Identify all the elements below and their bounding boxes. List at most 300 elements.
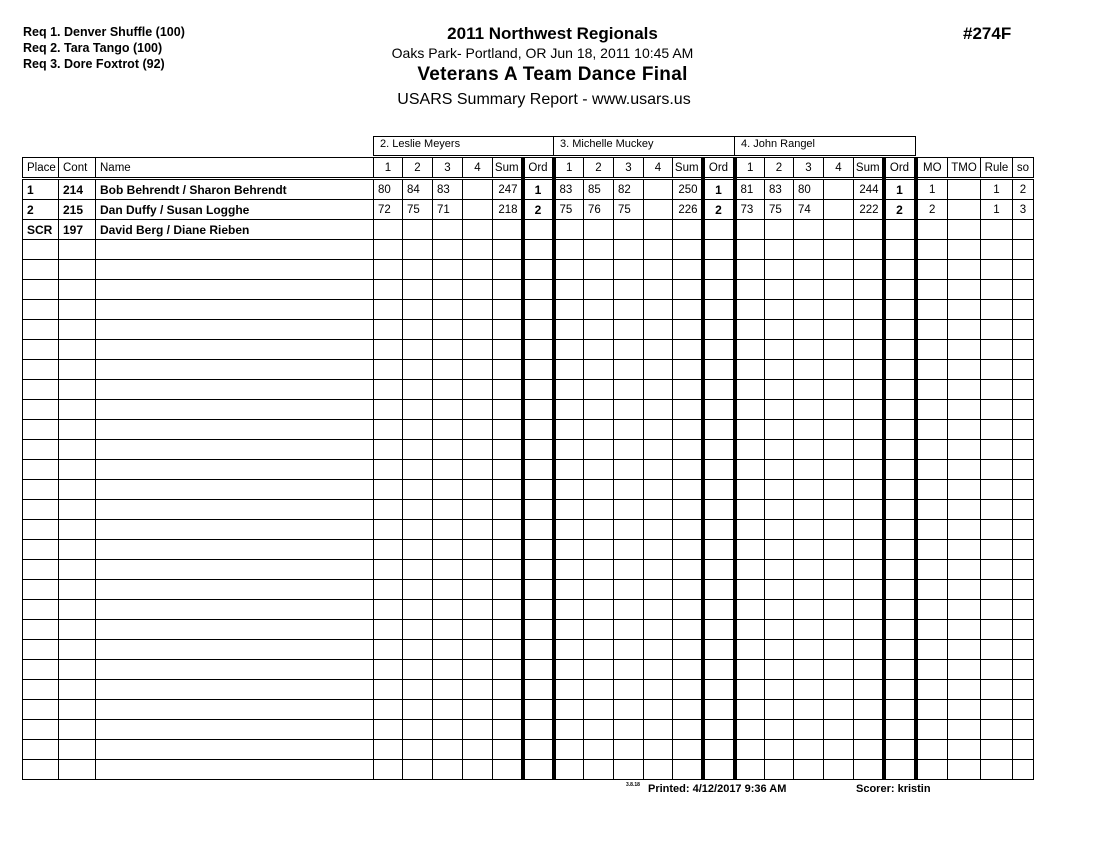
empty-cell: [735, 680, 765, 700]
empty-cell: [59, 740, 96, 760]
empty-cell: [493, 360, 523, 380]
empty-table-row: [23, 340, 1034, 360]
empty-cell: [765, 660, 794, 680]
empty-cell: [96, 540, 374, 560]
sum-cell: [854, 220, 884, 240]
empty-cell: [23, 560, 59, 580]
empty-cell: [493, 500, 523, 520]
empty-cell: [981, 440, 1013, 460]
empty-cell: [735, 380, 765, 400]
empty-cell: [433, 460, 463, 480]
empty-cell: [824, 300, 854, 320]
score-cell: 75: [403, 200, 433, 220]
col-j2-ord: Ord: [523, 158, 554, 179]
empty-cell: [948, 360, 981, 380]
empty-cell: [403, 400, 433, 420]
empty-cell: [703, 540, 735, 560]
empty-cell: [374, 660, 403, 680]
empty-cell: [493, 720, 523, 740]
empty-cell: [916, 440, 948, 460]
empty-cell: [794, 600, 824, 620]
empty-cell: [644, 680, 673, 700]
empty-cell: [584, 520, 614, 540]
empty-table-row: [23, 260, 1034, 280]
empty-cell: [463, 640, 493, 660]
empty-cell: [523, 540, 554, 560]
empty-table-row: [23, 380, 1034, 400]
ord-cell: 1: [523, 179, 554, 200]
empty-cell: [614, 600, 644, 620]
empty-cell: [735, 560, 765, 580]
empty-cell: [463, 540, 493, 560]
empty-cell: [23, 360, 59, 380]
empty-cell: [794, 640, 824, 660]
empty-cell: [493, 520, 523, 540]
empty-cell: [824, 380, 854, 400]
empty-cell: [916, 300, 948, 320]
empty-cell: [765, 740, 794, 760]
score-cell: 75: [765, 200, 794, 220]
empty-cell: [23, 620, 59, 640]
empty-cell: [523, 260, 554, 280]
rule-cell: 1: [981, 200, 1013, 220]
empty-cell: [584, 340, 614, 360]
empty-cell: [96, 480, 374, 500]
col-name: Name: [96, 158, 374, 179]
empty-cell: [523, 700, 554, 720]
sum-cell: 247: [493, 179, 523, 200]
empty-cell: [916, 540, 948, 560]
location-date: Oaks Park- Portland, OR Jun 18, 2011 10:45 AM: [391, 45, 694, 61]
empty-cell: [794, 740, 824, 760]
empty-cell: [23, 340, 59, 360]
empty-cell: [374, 260, 403, 280]
empty-cell: [493, 440, 523, 460]
empty-cell: [403, 680, 433, 700]
name-cell: Bob Behrendt / Sharon Behrendt: [96, 179, 374, 200]
empty-cell: [703, 420, 735, 440]
event-title: Veterans A Team Dance Final: [417, 64, 688, 85]
empty-cell: [374, 400, 403, 420]
empty-cell: [523, 300, 554, 320]
empty-cell: [59, 540, 96, 560]
empty-cell: [96, 340, 374, 360]
empty-cell: [884, 320, 916, 340]
empty-cell: [1013, 660, 1034, 680]
empty-cell: [644, 320, 673, 340]
empty-cell: [854, 440, 884, 460]
empty-cell: [703, 480, 735, 500]
score-cell: 75: [614, 200, 644, 220]
empty-cell: [433, 280, 463, 300]
empty-cell: [794, 440, 824, 460]
empty-cell: [644, 620, 673, 640]
empty-cell: [916, 680, 948, 700]
empty-cell: [96, 440, 374, 460]
empty-cell: [916, 260, 948, 280]
empty-cell: [765, 320, 794, 340]
empty-cell: [854, 520, 884, 540]
empty-cell: [948, 580, 981, 600]
empty-cell: [981, 460, 1013, 480]
col-j4-1: 1: [735, 158, 765, 179]
empty-cell: [981, 320, 1013, 340]
empty-cell: [1013, 380, 1034, 400]
empty-cell: [584, 720, 614, 740]
empty-cell: [916, 360, 948, 380]
empty-cell: [644, 700, 673, 720]
col-j3-3: 3: [614, 158, 644, 179]
empty-table-row: [23, 600, 1034, 620]
empty-cell: [644, 280, 673, 300]
empty-cell: [765, 440, 794, 460]
empty-cell: [614, 680, 644, 700]
empty-cell: [493, 620, 523, 640]
empty-cell: [884, 380, 916, 400]
empty-cell: [673, 700, 703, 720]
empty-cell: [884, 240, 916, 260]
empty-cell: [884, 760, 916, 780]
empty-cell: [463, 440, 493, 460]
empty-cell: [981, 680, 1013, 700]
empty-cell: [493, 480, 523, 500]
empty-cell: [884, 440, 916, 460]
empty-cell: [884, 620, 916, 640]
empty-cell: [981, 760, 1013, 780]
empty-cell: [523, 380, 554, 400]
empty-cell: [96, 360, 374, 380]
empty-cell: [614, 500, 644, 520]
empty-cell: [824, 760, 854, 780]
empty-cell: [854, 500, 884, 520]
empty-cell: [463, 480, 493, 500]
empty-cell: [673, 360, 703, 380]
score-cell: 85: [584, 179, 614, 200]
empty-cell: [554, 400, 584, 420]
empty-cell: [673, 260, 703, 280]
empty-cell: [584, 300, 614, 320]
empty-cell: [1013, 500, 1034, 520]
empty-cell: [59, 460, 96, 480]
empty-cell: [644, 260, 673, 280]
empty-cell: [794, 720, 824, 740]
empty-cell: [403, 640, 433, 660]
empty-table-row: [23, 720, 1034, 740]
empty-cell: [948, 460, 981, 480]
empty-cell: [948, 420, 981, 440]
judge-header-3: 3. Michelle Muckey: [553, 136, 735, 156]
empty-cell: [59, 500, 96, 520]
empty-cell: [854, 660, 884, 680]
empty-cell: [765, 260, 794, 280]
score-cell: 76: [584, 200, 614, 220]
col-j2-2: 2: [403, 158, 433, 179]
empty-cell: [735, 760, 765, 780]
results-table: [22, 157, 1034, 780]
empty-cell: [614, 740, 644, 760]
empty-cell: [981, 400, 1013, 420]
empty-cell: [735, 740, 765, 760]
empty-cell: [765, 300, 794, 320]
empty-cell: [433, 380, 463, 400]
empty-cell: [614, 760, 644, 780]
empty-cell: [981, 420, 1013, 440]
empty-cell: [854, 600, 884, 620]
empty-cell: [824, 620, 854, 640]
sum-cell: 244: [854, 179, 884, 200]
empty-cell: [403, 320, 433, 340]
empty-cell: [673, 720, 703, 740]
empty-cell: [703, 760, 735, 780]
empty-table-row: [23, 280, 1034, 300]
empty-table-row: [23, 620, 1034, 640]
empty-cell: [794, 360, 824, 380]
empty-cell: [59, 680, 96, 700]
empty-table-row: [23, 540, 1034, 560]
empty-cell: [916, 280, 948, 300]
empty-cell: [523, 460, 554, 480]
score-cell: [374, 220, 403, 240]
score-cell: [614, 220, 644, 240]
empty-cell: [96, 400, 374, 420]
empty-cell: [884, 680, 916, 700]
empty-cell: [59, 380, 96, 400]
empty-cell: [96, 240, 374, 260]
empty-cell: [523, 640, 554, 660]
so-cell: 3: [1013, 200, 1034, 220]
empty-cell: [884, 600, 916, 620]
empty-cell: [824, 460, 854, 480]
empty-cell: [765, 680, 794, 700]
empty-cell: [374, 740, 403, 760]
table-row: [23, 200, 1034, 220]
empty-cell: [794, 580, 824, 600]
empty-cell: [463, 380, 493, 400]
empty-cell: [884, 740, 916, 760]
empty-cell: [23, 680, 59, 700]
empty-cell: [703, 660, 735, 680]
col-j2-3: 3: [433, 158, 463, 179]
empty-cell: [523, 520, 554, 540]
empty-cell: [463, 680, 493, 700]
empty-cell: [673, 580, 703, 600]
empty-cell: [948, 620, 981, 640]
empty-cell: [403, 500, 433, 520]
empty-cell: [614, 620, 644, 640]
empty-cell: [824, 440, 854, 460]
empty-cell: [493, 560, 523, 580]
empty-cell: [854, 740, 884, 760]
empty-cell: [493, 280, 523, 300]
empty-cell: [673, 520, 703, 540]
score-cell: [644, 179, 673, 200]
empty-cell: [403, 480, 433, 500]
empty-cell: [523, 360, 554, 380]
empty-cell: [673, 680, 703, 700]
empty-cell: [916, 240, 948, 260]
empty-cell: [673, 480, 703, 500]
tmo-cell: [948, 179, 981, 200]
empty-cell: [433, 520, 463, 540]
empty-cell: [644, 440, 673, 460]
empty-cell: [765, 720, 794, 740]
empty-cell: [554, 680, 584, 700]
empty-cell: [403, 240, 433, 260]
empty-cell: [765, 380, 794, 400]
empty-cell: [463, 460, 493, 480]
empty-cell: [703, 620, 735, 640]
empty-cell: [1013, 280, 1034, 300]
empty-cell: [554, 660, 584, 680]
empty-cell: [403, 740, 433, 760]
empty-cell: [673, 380, 703, 400]
empty-cell: [463, 500, 493, 520]
empty-cell: [854, 360, 884, 380]
empty-cell: [554, 460, 584, 480]
empty-cell: [824, 580, 854, 600]
empty-cell: [1013, 540, 1034, 560]
empty-cell: [765, 520, 794, 540]
ord-cell: 2: [884, 200, 916, 220]
empty-cell: [403, 420, 433, 440]
empty-cell: [794, 420, 824, 440]
empty-cell: [374, 680, 403, 700]
empty-cell: [948, 320, 981, 340]
empty-cell: [463, 260, 493, 280]
empty-cell: [584, 440, 614, 460]
empty-cell: [1013, 640, 1034, 660]
empty-cell: [884, 640, 916, 660]
empty-cell: [523, 500, 554, 520]
empty-cell: [96, 380, 374, 400]
empty-cell: [644, 500, 673, 520]
empty-cell: [765, 480, 794, 500]
empty-cell: [981, 660, 1013, 680]
empty-cell: [493, 760, 523, 780]
empty-cell: [493, 600, 523, 620]
empty-cell: [96, 680, 374, 700]
empty-cell: [374, 620, 403, 640]
empty-cell: [59, 560, 96, 580]
empty-cell: [523, 400, 554, 420]
score-cell: [584, 220, 614, 240]
empty-cell: [948, 500, 981, 520]
empty-cell: [824, 600, 854, 620]
empty-cell: [614, 240, 644, 260]
empty-cell: [584, 260, 614, 280]
empty-cell: [554, 520, 584, 540]
empty-cell: [916, 600, 948, 620]
empty-cell: [644, 460, 673, 480]
col-j3-4: 4: [644, 158, 673, 179]
empty-cell: [673, 620, 703, 640]
empty-cell: [403, 440, 433, 460]
empty-cell: [554, 500, 584, 520]
empty-cell: [463, 580, 493, 600]
empty-cell: [23, 400, 59, 420]
empty-cell: [614, 300, 644, 320]
mo-cell: 2: [916, 200, 948, 220]
empty-cell: [614, 460, 644, 480]
empty-cell: [1013, 600, 1034, 620]
judge-header-2: 2. Leslie Meyers: [373, 136, 554, 156]
empty-cell: [23, 700, 59, 720]
empty-cell: [614, 260, 644, 280]
empty-cell: [948, 760, 981, 780]
col-j4-sum: Sum: [854, 158, 884, 179]
empty-cell: [703, 440, 735, 460]
empty-cell: [824, 280, 854, 300]
tmo-cell: [948, 200, 981, 220]
empty-cell: [884, 720, 916, 740]
empty-cell: [794, 280, 824, 300]
empty-cell: [824, 420, 854, 440]
empty-cell: [948, 300, 981, 320]
empty-cell: [23, 500, 59, 520]
empty-cell: [614, 280, 644, 300]
empty-cell: [584, 740, 614, 760]
empty-cell: [824, 700, 854, 720]
empty-cell: [824, 680, 854, 700]
empty-cell: [644, 540, 673, 560]
score-cell: [644, 220, 673, 240]
empty-cell: [824, 720, 854, 740]
cont-cell: 197: [59, 220, 96, 240]
empty-cell: [673, 320, 703, 340]
col-j4-4: 4: [824, 158, 854, 179]
empty-cell: [614, 320, 644, 340]
col-j2-4: 4: [463, 158, 493, 179]
empty-cell: [981, 540, 1013, 560]
score-cell: [554, 220, 584, 240]
empty-cell: [23, 740, 59, 760]
empty-cell: [433, 560, 463, 580]
empty-cell: [884, 400, 916, 420]
empty-cell: [433, 760, 463, 780]
empty-cell: [703, 720, 735, 740]
empty-table-row: [23, 240, 1034, 260]
empty-cell: [614, 480, 644, 500]
empty-cell: [794, 480, 824, 500]
empty-cell: [644, 420, 673, 440]
empty-cell: [433, 400, 463, 420]
empty-cell: [374, 240, 403, 260]
empty-cell: [673, 300, 703, 320]
empty-cell: [463, 320, 493, 340]
empty-cell: [614, 580, 644, 600]
empty-cell: [765, 600, 794, 620]
empty-cell: [584, 500, 614, 520]
empty-cell: [554, 320, 584, 340]
mo-cell: 1: [916, 179, 948, 200]
ord-cell: 2: [703, 200, 735, 220]
table-row: [23, 179, 1034, 200]
empty-cell: [916, 380, 948, 400]
empty-cell: [765, 620, 794, 640]
empty-cell: [1013, 480, 1034, 500]
score-cell: 83: [554, 179, 584, 200]
empty-cell: [96, 460, 374, 480]
empty-cell: [854, 320, 884, 340]
empty-cell: [96, 280, 374, 300]
empty-cell: [824, 320, 854, 340]
empty-cell: [673, 760, 703, 780]
empty-cell: [794, 260, 824, 280]
requirement-1: Req 1. Denver Shuffle (100): [23, 25, 185, 39]
empty-cell: [96, 700, 374, 720]
empty-cell: [493, 580, 523, 600]
empty-table-row: [23, 660, 1034, 680]
